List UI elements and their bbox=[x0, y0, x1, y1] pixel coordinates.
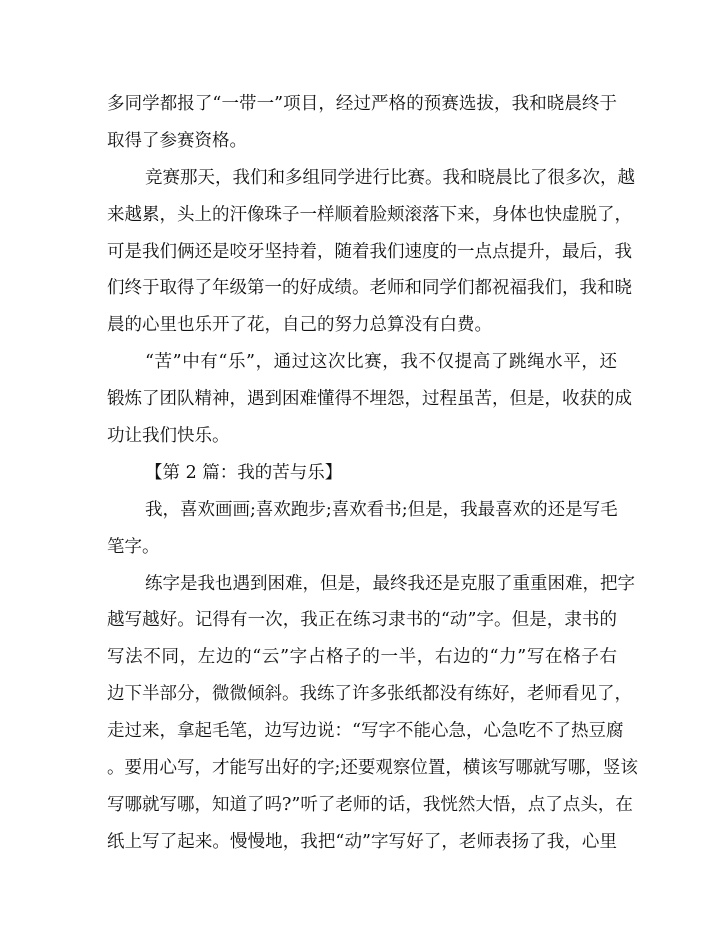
text-line: 写哪就写哪，知道了吗?”听了老师的话，我恍然大悟，点了点头，在 bbox=[107, 794, 633, 815]
paragraph-first-line: 【第 2 篇：我的苦与乐】 bbox=[145, 462, 343, 483]
text-line: 走过来，拿起毛笔，边写边说：“写字不能心急，心急吃不了热豆腐 bbox=[107, 721, 624, 742]
text-line: 晨的心里也乐开了花，自己的努力总算没有白费。 bbox=[107, 315, 492, 336]
text-line: 边下半部分，微微倾斜。我练了许多张纸都没有练好，老师看见了， bbox=[107, 684, 632, 705]
text-line: 们终于取得了年级第一的好成绩。老师和同学们都祝福我们，我和晓 bbox=[107, 278, 632, 299]
text-line: 。要用心写，才能写出好的字;还要观察位置，横该写哪就写哪，竖该 bbox=[107, 758, 638, 779]
paragraph-first-line: “苦”中有“乐”，通过这次比赛，我不仅提高了跳绳水平，还 bbox=[145, 352, 617, 373]
text-line: 写法不同，左边的“云”字占格子的一半，右边的“力”写在格子右 bbox=[107, 647, 617, 668]
text-line: 笔字。 bbox=[107, 536, 160, 557]
paragraph-first-line: 我，喜欢画画;喜欢跑步;喜欢看书;但是，我最喜欢的还是写毛 bbox=[145, 499, 618, 520]
text-line: 多同学都报了“一带一”项目，经过严格的预赛选拔，我和晓晨终于 bbox=[107, 94, 617, 114]
document-body bbox=[107, 86, 638, 861]
paragraph-first-line: 练字是我也遇到困难，但是，最终我还是克服了重重困难，把字 bbox=[145, 573, 635, 594]
text-line: 来越累，头上的汗像珠子一样顺着脸颊滚落下来，身体也快虚脱了， bbox=[107, 204, 632, 225]
text-line: 取得了参赛资格。 bbox=[107, 130, 247, 151]
text-line: 可是我们俩还是咬牙坚持着，随着我们速度的一点点提升，最后，我 bbox=[107, 241, 632, 262]
text-line: 锻炼了团队精神，遇到困难懂得不埋怨，过程虽苦，但是，收获的成 bbox=[107, 389, 632, 410]
paragraph-first-line: 竞赛那天，我们和多组同学进行比赛。我和晓晨比了很多次，越 bbox=[145, 167, 635, 188]
text-line: 功让我们快乐。 bbox=[107, 426, 230, 447]
text-line: 纸上写了起来。慢慢地，我把“动”字写好了，老师表扬了我，心里 bbox=[107, 831, 617, 852]
text-line: 越写越好。记得有一次，我正在练习隶书的“动”字。但是，隶书的 bbox=[107, 610, 617, 631]
